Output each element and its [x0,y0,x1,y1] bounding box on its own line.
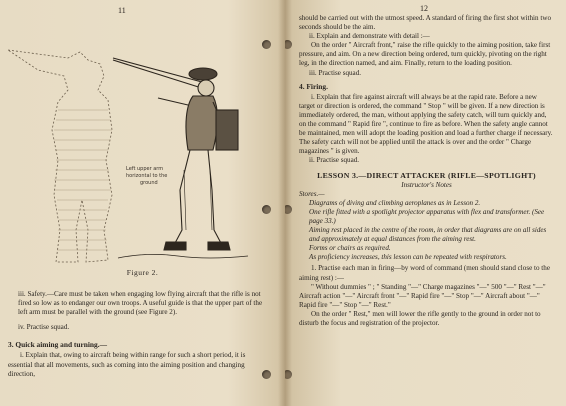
binding-hole [262,40,271,49]
continuation-text: should be carried out with the utmost speed. A standard of firing the first shot within two seconds should be the aim. [299,14,551,32]
safety-paragraph: iii. Safety.—Care must be taken when engaging low flying aircraft that the rifle is not fired so low as to endanger our own troops. A useful guide is that the upper part of the left arm must be parallel with the ground (see Figure 2). [18,290,263,317]
practise-squad-line: iii. Practise squad. [309,68,362,77]
binding-hole [262,370,271,379]
practise-squad-line: iv. Practise squad. [18,323,70,332]
explain-demonstrate: ii. Explain and demonstrate with detail :— [309,32,430,41]
right-page [285,0,566,406]
left-page-text [8,290,263,379]
practise-firing-text: 1. Practise each man in firing—by word of command (men should stand close to the aiming rest) :— [299,264,550,282]
stores-item: Forms or chairs as required. [309,244,391,253]
instructor-notes-heading: Instructor's Notes [401,180,452,189]
left-page-number: 11 [118,6,126,15]
firing-text: i. Explain that fire against aircraft will always be at the rapid rate. Before a new target or direction is ordered, the command " Stop " will be given. If a new direction is immediately ordered, the man, without applying the safety catch, will turn quickly and, on the command " Rapid fire ", continue to fire as before. When the safety angle cannot be maintained, men will adopt the loading position and load a further charge if necessary. The safety catch will not be applied until the attack is over and the order " Charge magazines " is given. [299,92,553,156]
book-gutter [278,0,292,406]
explain-paragraph: i. Explain that, owing to aircraft being within range for such a short period, it is essential that all movements, such as coming into the aiming position and changing direction, [8,351,246,378]
rest-order-text: On the order " Rest," men will lower the rifle gently to the ground in order not to disturb the focus and registration of the projector. [299,309,541,327]
binding-hole [262,205,271,214]
soldier-figure [113,58,238,250]
stores-label: Stores.— [299,189,325,198]
command-sequence: " Without dummies " ; " Standing "—" Charge magazines "—" 500 "—" Rest "—" Aircraft action "—" Aircraft front "—" Rapid fire "—" Stop "—" Aircraft about "—" Rapid fire "—" Stop "—" Rest." [299,282,546,309]
ground-line [118,254,248,258]
stores-item: One rifle fitted with a spotlight projector apparatus with flex and transformer. (See page 33.) [309,207,545,225]
lesson-title: LESSON 3.—DIRECT ATTACKER (RIFLE—SPOTLIGHT) [317,170,536,180]
right-page-number: 12 [420,4,428,13]
figure-2-illustration [8,30,278,270]
stores-item: Aiming rest placed in the centre of the room, in order that diagrams are on all sides and approximately at equal distances from the aiming rest. [309,226,547,244]
stores-item: As proficiency increases, this lesson can be repeated with respirators. [309,253,507,262]
firing-heading: 4. Firing. [299,81,328,91]
stores-item: Diagrams of diving and climbing aeroplanes as in Lesson 2. [309,198,481,207]
aircraft-front-order: On the order " Aircraft front," raise the rifle quickly to the aiming position, take first pressure, and aim. On a new direction being ordered, turn quickly, pivoting on the right leg, in the direction named, and aim. Finally, return to the loading position. [299,41,551,68]
silhouette-hatching [54,110,112,250]
figure-handwritten-note: Left upper arm horizontal to the ground [126,166,168,186]
section-heading-quick-aiming: 3. Quick aiming and turning.— [8,340,107,350]
figure-caption: Figure 2. [126,268,159,277]
right-page-text [299,14,554,328]
firing-practise-line: ii. Practise squad. [309,156,360,165]
